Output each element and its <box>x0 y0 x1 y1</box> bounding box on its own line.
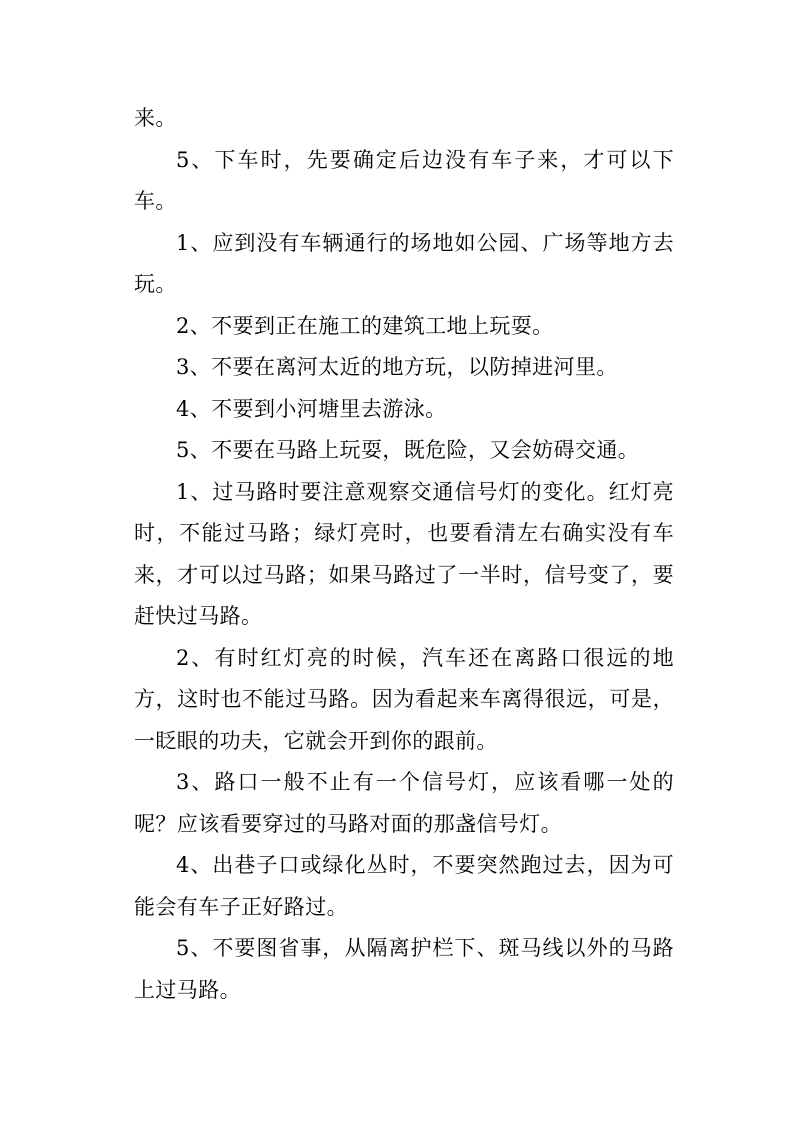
paragraph: 5、不要在马路上玩耍，既危险，又会妨碍交通。 <box>176 438 640 462</box>
paragraph-continuation: 来。 <box>134 106 177 130</box>
paragraph: 4、出巷子口或绿化丛时，不要突然跑过去，因为可能会有车子正好路过。 <box>134 853 674 919</box>
paragraph: 5、下车时，先要确定后边没有车子来，才可以下车。 <box>134 147 674 213</box>
paragraph: 3、路口一般不止有一个信号灯，应该看哪一处的呢？应该看要穿过的马路对面的那盏信号灯。 <box>134 770 674 836</box>
paragraph: 2、有时红灯亮的时候，汽车还在离路口很远的地方，这时也不能过马路。因为看起来车离得很远，可是，一眨眼的功夫，它就会开到你的跟前。 <box>134 645 674 753</box>
paragraph: 5、不要图省事，从隔离护栏下、斑马线以外的马路上过马路。 <box>134 936 674 1002</box>
paragraph: 2、不要到正在施工的建筑工地上玩耍。 <box>176 313 554 338</box>
paragraph: 1、过马路时要注意观察交通信号灯的变化。红灯亮时，不能过马路；绿灯亮时，也要看清左右确实没有车来，才可以过马路；如果马路过了一半时，信号变了，要赶快过马路。 <box>134 479 674 628</box>
paragraph: 3、不要在离河太近的地方玩，以防掉进河里。 <box>176 355 618 379</box>
paragraph: 1、应到没有车辆通行的场地如公园、广场等地方去玩。 <box>134 230 674 296</box>
document-body <box>134 98 674 1011</box>
paragraph: 4、不要到小河塘里去游泳。 <box>176 396 447 421</box>
